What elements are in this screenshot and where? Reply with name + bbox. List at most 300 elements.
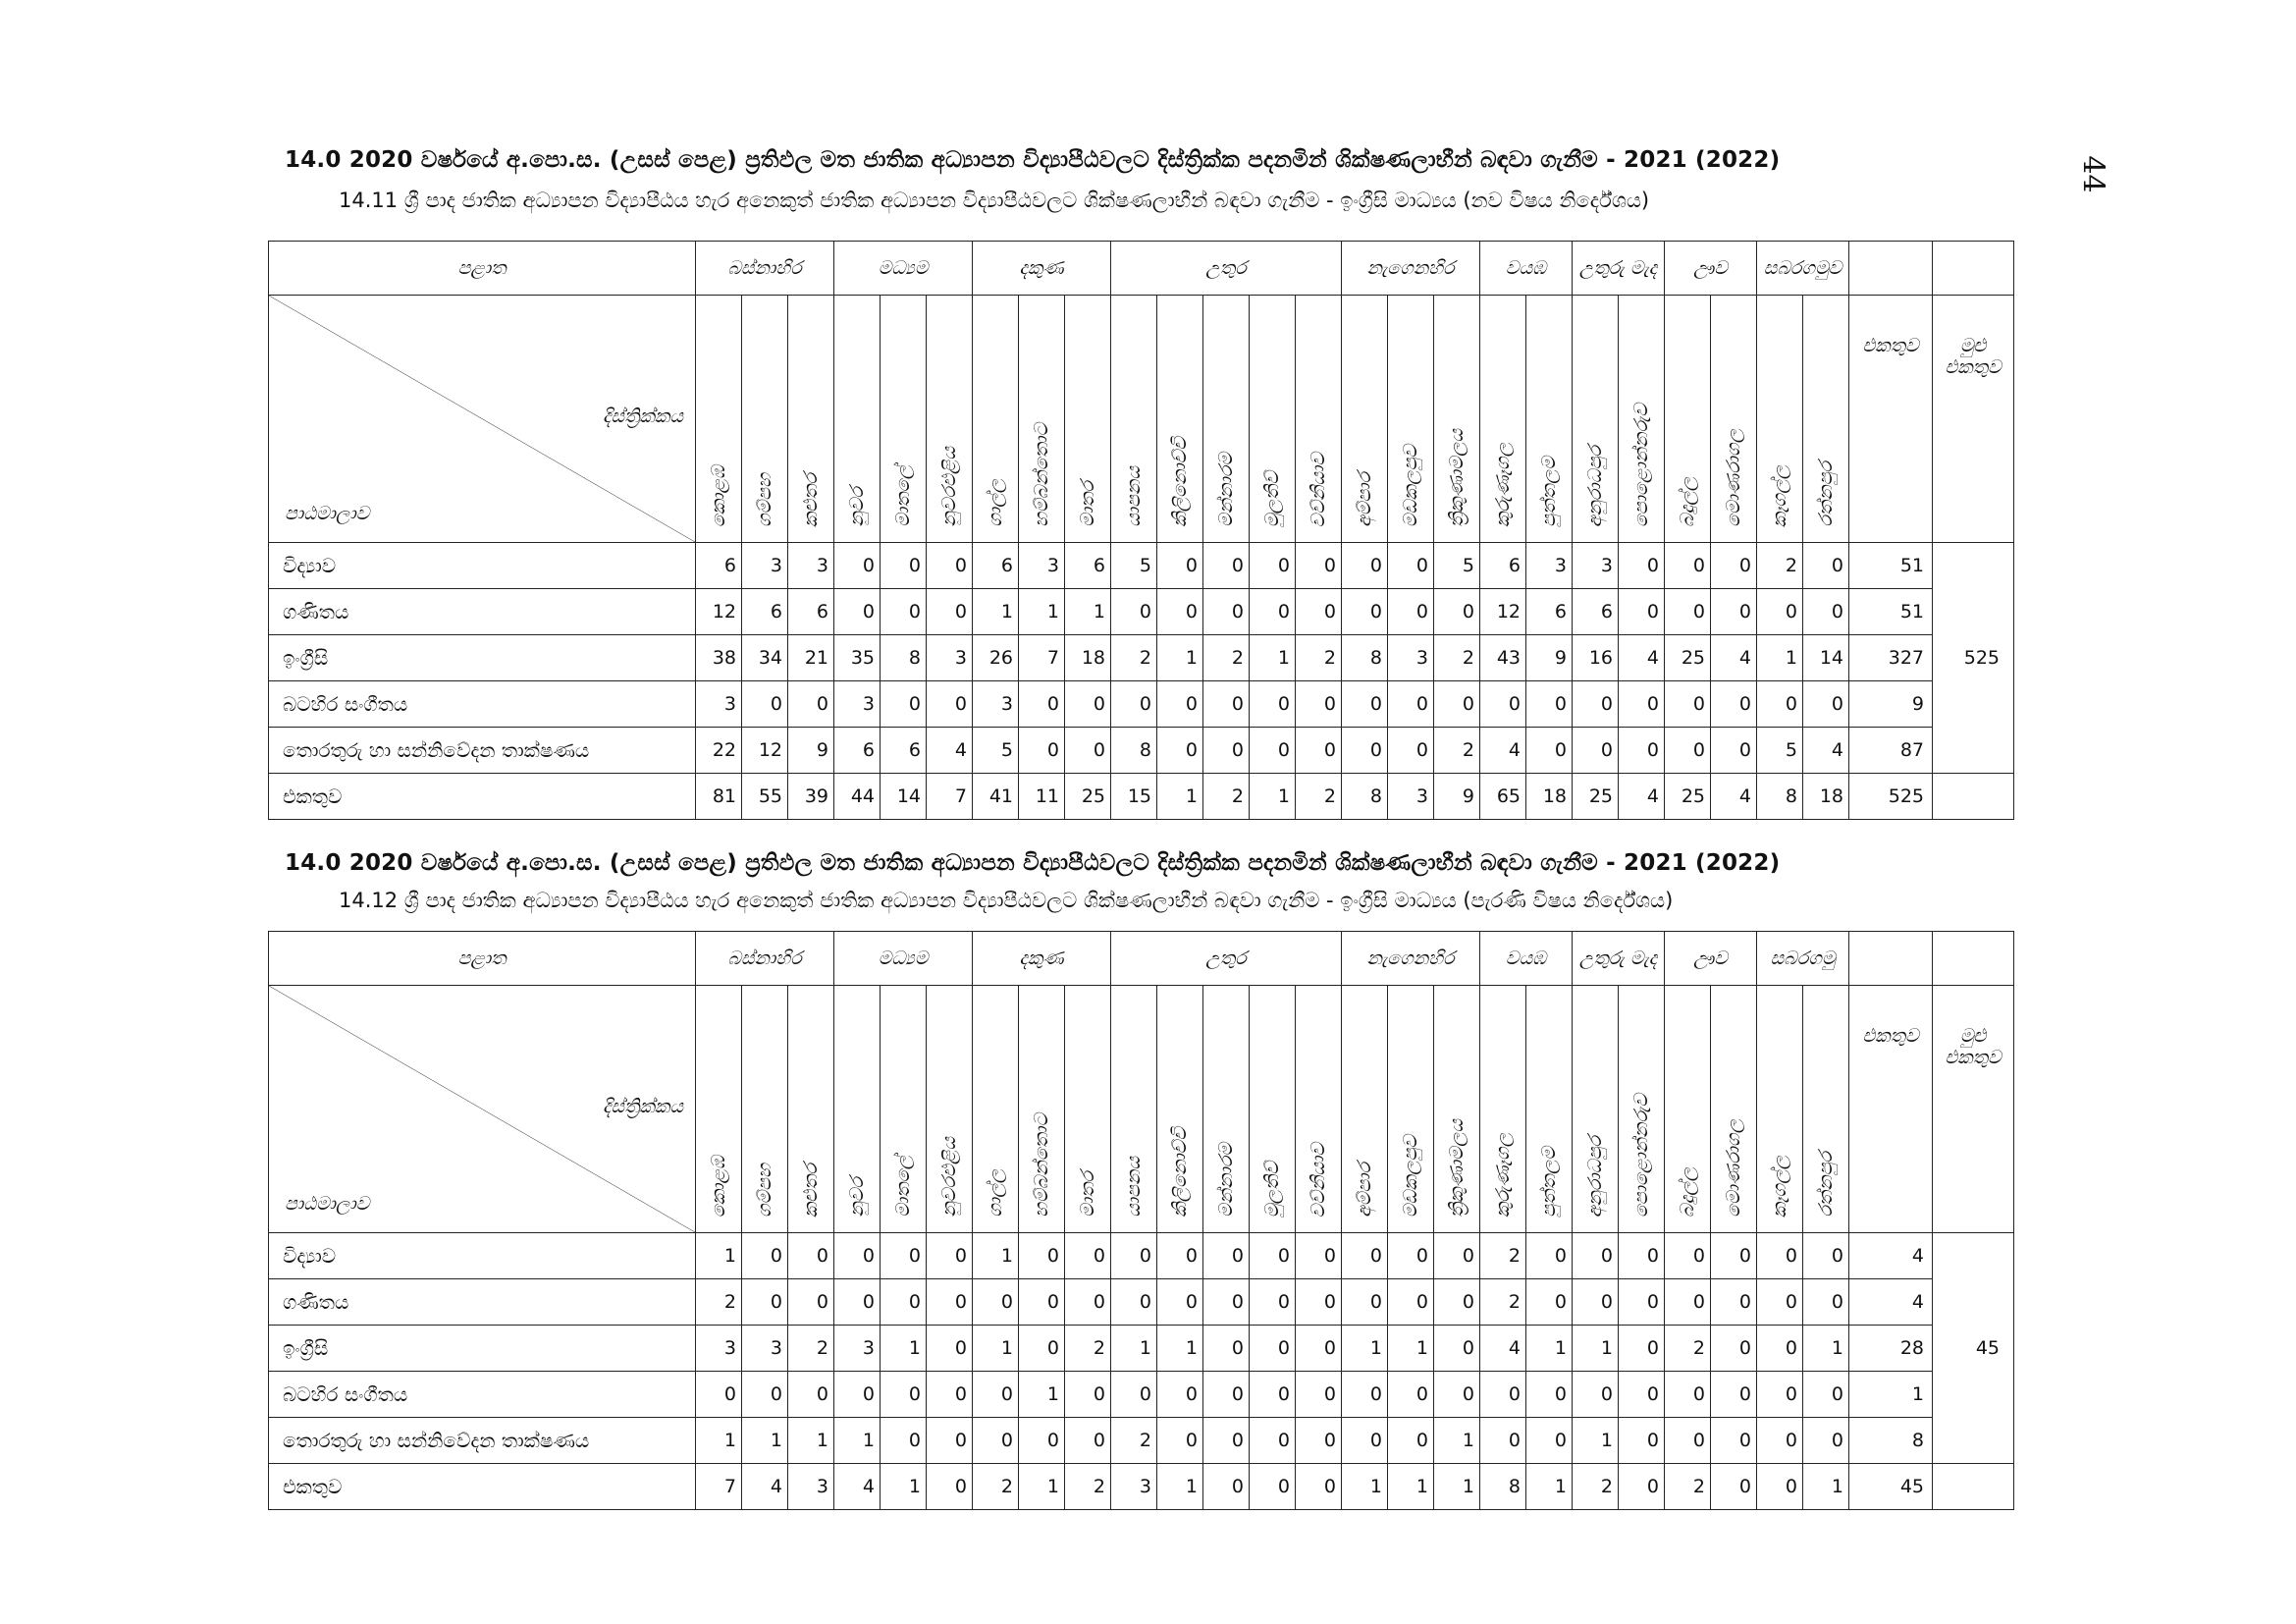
district-header — [1526, 296, 1573, 543]
value-cell: 0 — [1157, 1233, 1203, 1279]
district-name: යාපනය — [1123, 466, 1145, 527]
value-cell: 0 — [1065, 1233, 1111, 1279]
value-cell: 1 — [1019, 1464, 1065, 1510]
district-name: කළුතර — [800, 472, 822, 527]
value-cell: 0 — [1342, 589, 1388, 635]
value-cell: 0 — [1757, 1233, 1803, 1279]
value-cell: 12 — [1480, 589, 1526, 635]
value-cell: 0 — [1296, 728, 1342, 774]
value-cell: 0 — [1019, 1279, 1065, 1326]
value-cell: 1 — [1388, 1326, 1434, 1372]
province-header: වයඹ — [1480, 932, 1573, 986]
value-cell: 1 — [1388, 1464, 1434, 1510]
value-cell: 0 — [927, 1233, 973, 1279]
district-name: පුත්තලම — [1538, 457, 1560, 527]
value-cell: 0 — [1019, 1326, 1065, 1372]
value-cell: 0 — [1619, 728, 1665, 774]
grand-total-cell: 525 — [1933, 543, 2014, 774]
diagonal-header-cell — [269, 296, 696, 543]
value-cell: 0 — [788, 1279, 834, 1326]
province-header: උතුරු මැද — [1573, 932, 1665, 986]
row-total-cell: 525 — [1849, 774, 1933, 820]
value-cell: 3 — [788, 543, 834, 589]
district-name: පුත්තලම — [1538, 1147, 1560, 1218]
value-cell: 0 — [1065, 1279, 1111, 1326]
district-name: මුලතිව් — [1261, 470, 1283, 527]
value-cell: 7 — [696, 1464, 742, 1510]
value-cell: 8 — [1111, 728, 1157, 774]
value-cell: 0 — [1342, 728, 1388, 774]
value-cell: 5 — [973, 728, 1019, 774]
district-name: මඩකලපුව — [1400, 1134, 1421, 1218]
district-header — [973, 296, 1019, 543]
value-cell: 0 — [1803, 1233, 1849, 1279]
value-cell: 3 — [1388, 774, 1434, 820]
value-cell: 18 — [1803, 774, 1849, 820]
blank-cell — [1933, 242, 2014, 296]
value-cell: 0 — [1665, 681, 1711, 728]
value-cell: 3 — [973, 681, 1019, 728]
value-cell: 0 — [1711, 1279, 1757, 1326]
table-1 — [268, 241, 2014, 820]
value-cell: 25 — [1573, 774, 1619, 820]
value-cell: 6 — [788, 589, 834, 635]
value-cell: 1 — [1573, 1418, 1619, 1464]
value-cell: 0 — [881, 1233, 927, 1279]
value-cell: 1 — [696, 1418, 742, 1464]
table-row — [269, 774, 2014, 820]
value-cell: 0 — [1157, 1418, 1203, 1464]
subject-cell: ගණිතය — [269, 1279, 696, 1326]
value-cell: 3 — [927, 635, 973, 681]
value-cell: 0 — [1157, 681, 1203, 728]
value-cell: 0 — [881, 1418, 927, 1464]
value-cell: 0 — [1757, 1418, 1803, 1464]
value-cell: 6 — [881, 728, 927, 774]
blank-cell — [1933, 932, 2014, 986]
value-cell: 0 — [1619, 681, 1665, 728]
value-cell: 1 — [1342, 1326, 1388, 1372]
district-header — [1803, 986, 1849, 1233]
value-cell: 0 — [1065, 1418, 1111, 1464]
total-header-label: එකතුව — [1862, 335, 1919, 356]
value-cell: 0 — [1757, 681, 1803, 728]
value-cell: 5 — [1111, 543, 1157, 589]
district-name: හම්බන්තොට — [1031, 1113, 1052, 1218]
row-total-cell: 51 — [1849, 589, 1933, 635]
value-cell: 0 — [1526, 1279, 1573, 1326]
value-cell: 0 — [1296, 681, 1342, 728]
table-row — [269, 1326, 2014, 1372]
blank-cell — [1849, 932, 1933, 986]
district-name: බදුල්ල — [1677, 1166, 1698, 1218]
row-total-cell: 45 — [1849, 1464, 1933, 1510]
district-name: නුවරඑළිය — [938, 1137, 960, 1218]
value-cell: 0 — [1665, 1233, 1711, 1279]
district-header — [1065, 986, 1111, 1233]
table-row — [269, 589, 2014, 635]
value-cell: 0 — [1803, 1372, 1849, 1418]
value-cell: 3 — [742, 1326, 788, 1372]
value-cell: 4 — [1619, 774, 1665, 820]
value-cell: 1 — [834, 1418, 881, 1464]
district-header — [1342, 296, 1388, 543]
district-header — [1019, 986, 1065, 1233]
value-cell: 1 — [1157, 635, 1203, 681]
district-header — [742, 986, 788, 1233]
value-cell: 0 — [1711, 1233, 1757, 1279]
district-name: රත්නපුර — [1815, 1152, 1837, 1218]
district-header-row — [269, 296, 2014, 543]
value-cell: 8 — [1342, 635, 1388, 681]
value-cell: 0 — [1573, 728, 1619, 774]
value-cell: 2 — [1203, 774, 1250, 820]
value-cell: 6 — [1065, 543, 1111, 589]
value-cell: 0 — [1803, 543, 1849, 589]
value-cell: 39 — [788, 774, 834, 820]
value-cell: 0 — [1711, 728, 1757, 774]
district-header — [834, 986, 881, 1233]
value-cell: 1 — [1019, 589, 1065, 635]
row-total-cell: 4 — [1849, 1279, 1933, 1326]
row-total-cell: 28 — [1849, 1326, 1933, 1372]
value-cell: 0 — [742, 681, 788, 728]
value-cell: 0 — [1757, 1326, 1803, 1372]
grand-total-header — [1933, 296, 2014, 543]
district-header — [742, 296, 788, 543]
value-cell: 9 — [1434, 774, 1480, 820]
value-cell: 3 — [1573, 543, 1619, 589]
table-row — [269, 1279, 2014, 1326]
value-cell: 0 — [1434, 1326, 1480, 1372]
district-name: අම්පාර — [1354, 1163, 1375, 1218]
value-cell: 0 — [1157, 543, 1203, 589]
value-cell: 2 — [1203, 635, 1250, 681]
value-cell: 0 — [1711, 543, 1757, 589]
value-cell: 0 — [1296, 1279, 1342, 1326]
district-header — [1388, 296, 1434, 543]
row-total-cell: 51 — [1849, 543, 1933, 589]
value-cell: 0 — [1619, 589, 1665, 635]
value-cell: 3 — [788, 1464, 834, 1510]
value-cell: 65 — [1480, 774, 1526, 820]
value-cell: 6 — [1480, 543, 1526, 589]
value-cell: 0 — [1665, 1279, 1711, 1326]
value-cell: 0 — [1111, 1279, 1157, 1326]
value-cell: 0 — [696, 1372, 742, 1418]
subject-cell: බටහිර සංගීතය — [269, 681, 696, 728]
total-header — [1849, 296, 1933, 543]
diagonal-header-cell — [269, 986, 696, 1233]
value-cell: 0 — [1342, 1372, 1388, 1418]
value-cell: 3 — [1526, 543, 1573, 589]
district-header — [1296, 296, 1342, 543]
value-cell: 12 — [742, 728, 788, 774]
blank-cell — [1849, 242, 1933, 296]
value-cell: 4 — [1480, 728, 1526, 774]
table-row — [269, 681, 2014, 728]
value-cell: 0 — [1388, 1233, 1434, 1279]
subject-cell: ඉංග්‍රීසි — [269, 635, 696, 681]
district-name: අම්පාර — [1354, 472, 1375, 527]
table-row — [269, 1233, 2014, 1279]
district-name: ත්‍රිකුණාමලය — [1446, 428, 1468, 527]
value-cell: 0 — [1757, 1464, 1803, 1510]
district-name: කෑගල්ල — [1769, 1155, 1790, 1218]
province-header: දකුණ — [973, 242, 1111, 296]
value-cell: 7 — [1019, 635, 1065, 681]
value-cell: 0 — [1573, 1372, 1619, 1418]
province-header: සබරගමු — [1757, 932, 1849, 986]
value-cell: 21 — [788, 635, 834, 681]
district-name: මඩකලපුව — [1400, 444, 1421, 527]
value-cell: 2 — [1434, 728, 1480, 774]
value-cell: 6 — [834, 728, 881, 774]
value-cell: 0 — [834, 543, 881, 589]
value-cell: 4 — [927, 728, 973, 774]
district-header — [1019, 296, 1065, 543]
value-cell: 15 — [1111, 774, 1157, 820]
value-cell: 12 — [696, 589, 742, 635]
value-cell: 0 — [1388, 543, 1434, 589]
value-cell: 0 — [1019, 1233, 1065, 1279]
value-cell: 0 — [1619, 1464, 1665, 1510]
value-cell: 0 — [1388, 681, 1434, 728]
subject-cell: එකතුව — [269, 1464, 696, 1510]
total-header-label: එකතුව — [1862, 1025, 1919, 1047]
value-cell: 0 — [834, 589, 881, 635]
row-total-cell: 87 — [1849, 728, 1933, 774]
value-cell: 0 — [1342, 1233, 1388, 1279]
value-cell: 1 — [1526, 1326, 1573, 1372]
value-cell: 2 — [788, 1326, 834, 1372]
district-name: කුරුණෑගල — [1492, 1132, 1514, 1218]
value-cell: 1 — [1803, 1464, 1849, 1510]
value-cell: 0 — [1203, 728, 1250, 774]
value-cell: 0 — [788, 681, 834, 728]
value-cell: 1 — [1157, 774, 1203, 820]
value-cell: 1 — [881, 1326, 927, 1372]
value-cell: 0 — [1111, 1372, 1157, 1418]
district-name: අනුරාධපුර — [1584, 1135, 1606, 1218]
province-header: ඌව — [1665, 242, 1757, 296]
value-cell: 0 — [1619, 1279, 1665, 1326]
province-label: පළාත — [269, 932, 696, 986]
value-cell: 0 — [1619, 1372, 1665, 1418]
value-cell: 0 — [1803, 681, 1849, 728]
value-cell: 0 — [1388, 728, 1434, 774]
value-cell: 0 — [1342, 1418, 1388, 1464]
province-header-row — [269, 242, 2014, 296]
value-cell: 25 — [1665, 774, 1711, 820]
value-cell: 34 — [742, 635, 788, 681]
value-cell: 0 — [1019, 728, 1065, 774]
value-cell: 0 — [1619, 1233, 1665, 1279]
value-cell: 0 — [1434, 1233, 1480, 1279]
value-cell: 41 — [973, 774, 1019, 820]
value-cell: 0 — [1296, 589, 1342, 635]
value-cell: 0 — [927, 589, 973, 635]
value-cell: 0 — [881, 1372, 927, 1418]
value-cell: 0 — [1434, 681, 1480, 728]
value-cell: 1 — [1019, 1372, 1065, 1418]
district-header — [881, 986, 927, 1233]
value-cell: 0 — [1250, 543, 1296, 589]
value-cell: 2 — [1065, 1326, 1111, 1372]
district-header — [1711, 296, 1757, 543]
table-row — [269, 728, 2014, 774]
value-cell: 1 — [742, 1418, 788, 1464]
district-name: ගම්පහ — [754, 472, 775, 527]
district-header — [1203, 296, 1250, 543]
value-cell: 0 — [1388, 1418, 1434, 1464]
value-cell: 0 — [881, 681, 927, 728]
value-cell: 1 — [973, 1326, 1019, 1372]
value-cell: 0 — [834, 1372, 881, 1418]
value-cell: 2 — [1480, 1233, 1526, 1279]
district-header — [1480, 296, 1526, 543]
value-cell: 1 — [1157, 1326, 1203, 1372]
row-total-cell: 1 — [1849, 1372, 1933, 1418]
district-header — [1711, 986, 1757, 1233]
value-cell: 0 — [1203, 1326, 1250, 1372]
value-cell: 2 — [1296, 774, 1342, 820]
district-header — [1157, 986, 1203, 1233]
value-cell: 0 — [1342, 1279, 1388, 1326]
value-cell: 44 — [834, 774, 881, 820]
value-cell: 0 — [1296, 1372, 1342, 1418]
value-cell: 0 — [1203, 1279, 1250, 1326]
district-header — [1203, 986, 1250, 1233]
district-header — [788, 296, 834, 543]
value-cell: 2 — [1434, 635, 1480, 681]
value-cell: 4 — [1711, 635, 1757, 681]
value-cell: 1 — [1757, 635, 1803, 681]
value-cell: 0 — [1619, 1326, 1665, 1372]
value-cell: 0 — [1434, 1279, 1480, 1326]
district-name: බදුල්ල — [1677, 476, 1698, 527]
value-cell: 4 — [742, 1464, 788, 1510]
value-cell: 43 — [1480, 635, 1526, 681]
province-header: මධ්‍යම — [834, 932, 973, 986]
value-cell: 0 — [1111, 1233, 1157, 1279]
value-cell: 0 — [1250, 1464, 1296, 1510]
value-cell: 2 — [1065, 1464, 1111, 1510]
value-cell: 4 — [834, 1464, 881, 1510]
subject-cell: ඉංග්‍රීසි — [269, 1326, 696, 1372]
district-name: පොළොන්නරුව — [1630, 1093, 1652, 1218]
value-cell: 0 — [1388, 589, 1434, 635]
value-cell: 0 — [1203, 1233, 1250, 1279]
table-row — [269, 1372, 2014, 1418]
district-name: වව්නියාව — [1308, 1142, 1329, 1218]
value-cell: 6 — [973, 543, 1019, 589]
value-cell: 0 — [788, 1372, 834, 1418]
district-name: කුරුණෑගල — [1492, 442, 1514, 527]
table-row — [269, 1464, 2014, 1510]
value-cell: 25 — [1065, 774, 1111, 820]
district-name: කිලිනොච්චි — [1169, 437, 1191, 527]
value-cell: 1 — [881, 1464, 927, 1510]
value-cell: 0 — [1250, 1372, 1296, 1418]
district-header — [927, 296, 973, 543]
district-name: මොණරාගල — [1723, 429, 1744, 527]
district-header — [1250, 296, 1296, 543]
value-cell: 5 — [1757, 728, 1803, 774]
value-cell: 8 — [1342, 774, 1388, 820]
value-cell: 0 — [1711, 589, 1757, 635]
value-cell: 0 — [1573, 681, 1619, 728]
value-cell: 1 — [1342, 1464, 1388, 1510]
district-header — [1757, 986, 1803, 1233]
value-cell: 81 — [696, 774, 742, 820]
district-name: නුවරඑළිය — [938, 447, 960, 527]
value-cell: 0 — [1480, 1418, 1526, 1464]
district-name: අනුරාධපුර — [1584, 445, 1606, 527]
value-cell: 0 — [1665, 589, 1711, 635]
subject-axis-label: පාඨමාලාව — [285, 1193, 370, 1215]
value-cell: 0 — [1619, 1418, 1665, 1464]
value-cell: 0 — [881, 589, 927, 635]
row-total-cell: 4 — [1849, 1233, 1933, 1279]
province-header: බස්නාහිර — [696, 242, 834, 296]
district-name: මාතලේ — [892, 465, 914, 527]
value-cell: 0 — [1296, 1418, 1342, 1464]
value-cell: 2 — [1480, 1279, 1526, 1326]
value-cell: 0 — [1711, 681, 1757, 728]
value-cell: 55 — [742, 774, 788, 820]
value-cell: 0 — [1526, 1233, 1573, 1279]
district-name: කිලිනොච්චි — [1169, 1127, 1191, 1218]
district-name: පොළොන්නරුව — [1630, 403, 1652, 527]
value-cell: 6 — [742, 589, 788, 635]
value-cell: 0 — [1619, 543, 1665, 589]
district-header — [927, 986, 973, 1233]
district-name: නුවර — [846, 1177, 868, 1218]
district-name: හම්බන්තොට — [1031, 423, 1052, 527]
value-cell: 1 — [1434, 1418, 1480, 1464]
district-name: වව්නියාව — [1308, 452, 1329, 527]
value-cell: 0 — [1573, 1279, 1619, 1326]
value-cell: 8 — [881, 635, 927, 681]
value-cell: 2 — [1573, 1464, 1619, 1510]
value-cell: 26 — [973, 635, 1019, 681]
value-cell: 0 — [1019, 681, 1065, 728]
value-cell: 0 — [1250, 589, 1296, 635]
district-axis-label: දිස්ත්‍රික්කය — [602, 1096, 683, 1117]
value-cell: 8 — [1757, 774, 1803, 820]
value-cell: 1 — [973, 1233, 1019, 1279]
value-cell: 0 — [1665, 543, 1711, 589]
value-cell: 1 — [1434, 1464, 1480, 1510]
value-cell: 0 — [1296, 543, 1342, 589]
district-header — [1434, 296, 1480, 543]
value-cell: 0 — [1296, 1464, 1342, 1510]
value-cell: 4 — [1480, 1326, 1526, 1372]
value-cell: 0 — [1526, 681, 1573, 728]
value-cell: 0 — [1157, 728, 1203, 774]
province-header: උතුර — [1111, 932, 1342, 986]
district-header — [1573, 986, 1619, 1233]
subject-cell: එකතුව — [269, 774, 696, 820]
table1-subtitle: 14.11 ශ්‍රී පාද ජාතික අධ්‍යාපන විද්‍යාපීඨය හැර අනෙකුත් ජාතික අධ්‍යාපන විද්‍යාපීඨවලට ශික්ෂණලාභීන් බඳවා ගැනීම - ඉංග්‍රීසි මාධ්‍යය (නව විෂය නිර්දේශය) — [339, 189, 1650, 212]
value-cell: 0 — [927, 1464, 973, 1510]
value-cell: 0 — [1711, 1372, 1757, 1418]
province-header: දකුණ — [973, 932, 1111, 986]
district-header — [696, 296, 742, 543]
value-cell: 4 — [1711, 774, 1757, 820]
province-header: ඌව — [1665, 932, 1757, 986]
